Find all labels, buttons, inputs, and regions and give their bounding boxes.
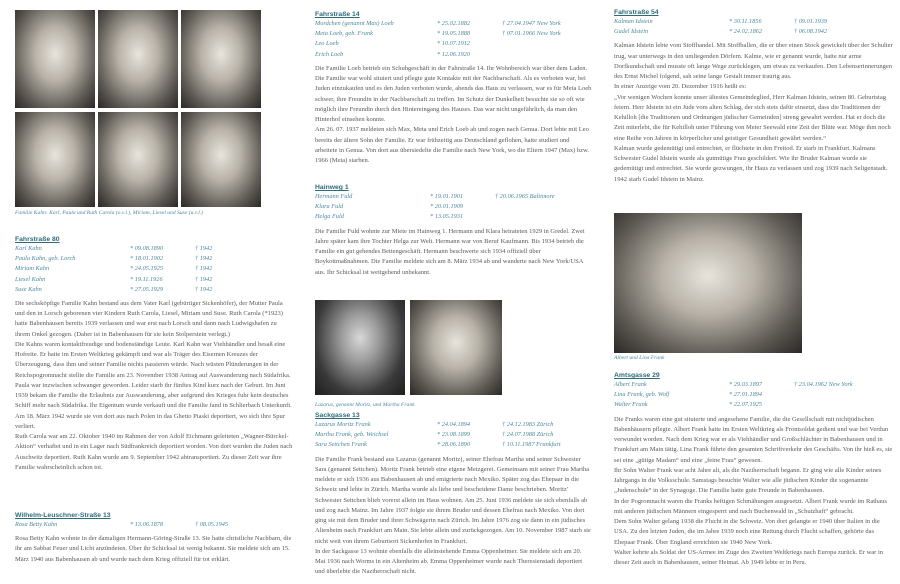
person-name: Paula Kahn, geb. Lorch — [15, 255, 76, 263]
person-row — [315, 430, 593, 440]
photo-lazarus-frank — [315, 300, 405, 395]
photo-martha-frank — [410, 300, 502, 395]
address-heading: Amtsgasse 29 — [614, 372, 660, 379]
person-name: Kalman Idstein — [614, 18, 653, 25]
person-born: * 13.05.1931 — [430, 213, 464, 221]
person-row — [315, 29, 593, 39]
address-heading: Fahrstraße 80 — [15, 236, 60, 243]
person-died: † 23.04.1962 New York — [794, 381, 853, 388]
body-paragraph: Kalman wurde gedemütigt und entrechtet, er flüchtete in den Freitod. Er starb in Frankfurt. Kalmans Schwester Gudel Idstein wurde als gutmütige Frau geschildert. Wie ihr Bruder Kalman wurde sie gedemütigt und entrechtet. Sie wurde gezwungen, ihr Haus zu verlassen und zog 1939 nach Seligenstadt. 1942 starb Gudel Idstein in Mainz. — [614, 144, 888, 183]
body-paragraph: In einer Anzeige vom 20. Dezember 1916 heißt es: — [614, 83, 747, 91]
body-paragraph: In der Sackgasse 13 wohnte ebenfalls die alleinstehende Emma Oppenheimer. Sie meldete sich am 20. Mai 1936 nach Worms in ein Altenheim ab. Emma Oppenheimer wurde nach Theresienstadt deportiert und überlebte die Naziherrschaft nicht. — [315, 547, 583, 576]
photo-miriam-kahn — [15, 112, 95, 207]
address-heading: Fahrstraße 54 — [614, 9, 659, 16]
address-heading: Sackgasse 13 — [315, 412, 360, 419]
person-row — [15, 520, 293, 530]
person-died: † 1942 — [195, 275, 213, 283]
person-born: * 27.01.1894 — [729, 391, 763, 399]
person-born: * 29.03.1897 — [729, 381, 763, 388]
body-paragraph: Walter kehrte als Soldat der US-Armee im Zuge des Zweiten Weltkriegs nach Europa zurück. Er war in dieser Zeit auch in Babenhausen, seiner Heimat. Ab 1949 lebte er in Peru. — [614, 548, 884, 567]
body-paragraph: „Vor wenigen Wochen konnte unser ältestes Gemeindeglied, Herr Kalman Idstein, seinen 80. Geburtstag feiern. Herr Idstein ist ein Jude vom alten Schlag, der sich stets dafür einsetzt, dass die Traditionen der Kehilloh [die Traditionen und Ordnungen jüdischer Gemeinden] streng gewahrt werden. Hat er doch die Zeit miterlebt, die für Kehilloh unter Führung von Meier Seewald eine Zeit der Blüte war. Möge ihm noch eine Reihe von Jahren in körperlicher und geistiger Gesundheit gewährt werden.“ — [614, 93, 891, 142]
body-paragraph: Am 26. 07. 1937 meldeten sich Max, Meta und Erich Loeb ab und zogen nach Genua. Dort lebte mit Leo bereits der ältere Sohn der Familie. Er war frühzeitig aus Deutschland geflohen, hatte studiert und arbeitete in Genua. Von dort aus übersiedelte die Familie nach New York, wo die Eltern 1947 (Max) bzw. 1966 (Meta) starben. — [315, 126, 589, 164]
person-born: * 13.06.1878 — [130, 521, 164, 528]
person-name: Martha Frank, geb. Weichsel — [315, 431, 389, 439]
photo-karl-kahn — [15, 10, 95, 108]
person-born: * 23.08.1899 — [437, 431, 471, 439]
photo-caption: Albert und Lina Frank — [614, 355, 665, 361]
person-born: * 19.01.1901 — [430, 193, 464, 200]
body-paragraph: In der Pogromnacht waren die Franks heftigen Schmähungen ausgesetzt. Albert Frank wurde im Rathaus mit anderen jüdischen Männern eingesperrt und nach Buchenwald in „Schutzhaft“ gebracht. — [614, 497, 887, 515]
person-row — [315, 19, 593, 29]
person-born: * 12.06.1920 — [437, 50, 471, 58]
person-name: Meta Loeb, geb. Frank — [315, 30, 373, 38]
address-heading: Hainweg 1 — [315, 184, 349, 191]
person-name: Albert Frank — [614, 381, 647, 388]
person-name: Leo Loeb — [315, 40, 339, 48]
section-fahrstrasse-14 — [315, 11, 593, 166]
body-paragraph: Die Familie Loeb betrieb ein Schuhgeschäft in der Fahrstraße 14. Ihr Wohnbereich war über dem Laden. Die Familie war wohl situiert und pflegte gute Kontakte mit der Nachbarschaft. Als es verboten war, bei Juden einzukaufen und es den Juden verboten wurde, abends das Haus zu verlassen, war es für Meta Loeb schwer, ihre Freundin in der Nachbarschaft zu treffen. Im Schutz der Dunkelheit besuchte sie so oft wie möglich ihre Freundin durch den Hintereingang des Hauses. Das war nicht ungefährlich, da man den Hinterhof einsehen konnte. — [315, 64, 592, 123]
body-paragraph: Die Kahns waren kontaktfreudige und bodenständige Leute. Karl Kahn war Viehhändler und besaß eine Hofreite. Er hatte im Ersten Weltkrieg gekämpft und war als Träger des Eisernen Kreuzes der Überzeugung, dass ihm und seiner Familie nichts passieren würde. Nach wüsten Plünderungen in der Reichspogromnacht stellte die Familie am 23. November 1938 Antrag auf Auswanderung nach Südafrika. Paula war inzwischen schwanger geworden. Leider starb ihr fünftes Kind kurz nach der Geburt. Im Juni 1939 bekam die Familie die Erlaubnis zur Auswanderung, aber aufgrund des Krieges fuhr kein deutsches Schiff mehr nach Südafrika. Ihr Eigentum wurde verkauft und die Familie fand in Schlierbach Unterkunft. Am 18. März 1942 wurde sie von dort aus nach Polen in das Ghetto Piaski deportiert, wo sich ihre Spur verliert. — [15, 340, 292, 430]
section-wilhelm-leuschner-strasse-13 — [15, 512, 293, 565]
body-paragraph: Die sechsköpfige Familie Kahn bestand aus dem Vater Karl (gebürtiger Sickenhöfer), der Mutter Paula und den in Lorsch geborenen vier Kindern Ruth Carola, Liesel, Miriam und Suse. Ruth Carola (*1923) hatte Babenhausen bereits 1939 verlassen und war erst nach Lorsch und dann nach Ludwigshafen zu ihrem Onkel gezogen. (Daher ist in Babenhausen für sie kein Stolperstein verlegt.) — [15, 299, 283, 338]
body-paragraph: Rosa Betty Kahn wohnte in der damaligen Hermann-Göring-Straße 13. Sie hatte christliche Nachbarn, die ihr am Sabbat Feuer und Licht anzündeten. Über ihr Schicksal ist wenig bekannt. Sie meldete sich am 15. März 1940 aus Babenhausen ab und wurde nach dem Krieg offiziell für tot erklärt. — [15, 535, 292, 563]
person-born: * 24.02.1862 — [729, 28, 763, 36]
person-died: † 24.12.1983 Zürich — [502, 421, 554, 428]
person-row — [614, 27, 894, 37]
person-died: † 24.07.1988 Zürich — [502, 431, 554, 439]
body-paragraph: Die Franks waren eine gut situierte und angesehene Familie, die die Gesellschaft mit nichtjüdischen Babenhäusern pflegte. Albert Frank hatte im Ersten Weltkrieg als Frontsoldat gedient und war bei Verdun verwundet worden. Nach dem Krieg war er als Viehhändler und Großschlächter in Babenhausen und in Frankfurt am Main tätig. Lina Frank führte den gesamten Schriftverkehr des Geschäfts. Von ihr hieß es, sie sei eine „gütige Madam“ und eine „feine Frau“ gewesen. — [614, 415, 893, 464]
photo-liesel-kahn — [98, 112, 178, 207]
person-row — [614, 380, 894, 390]
person-born: * 09.08.1890 — [130, 245, 164, 252]
person-row — [315, 420, 593, 430]
person-name: Walter Frank — [614, 401, 648, 409]
address-heading: Fahrstraße 14 — [315, 11, 360, 18]
person-died: † 07.01.1966 New York — [502, 30, 561, 38]
person-name: Mordchen (genannt Max) Loeb — [315, 20, 394, 27]
photo-caption: Lazarus, genannt Moritz, und Martha Frank — [315, 402, 415, 408]
person-died: † 06.08.1942 — [794, 28, 828, 36]
person-name: Suse Kahn — [15, 285, 42, 293]
person-born: * 19.05.1888 — [437, 30, 471, 38]
person-row — [15, 244, 293, 254]
person-name: Helga Fuld — [315, 213, 344, 221]
person-name: Liesel Kahn — [15, 275, 46, 283]
body-paragraph: Ruth Carola war am 22. Oktober 1940 im Rahmen der von Adolf Eichmann geleiteten „Wagner-Bürckel-Aktion“ verhaftet und in ein Lager nach Südfrankreich deportiert worden. Von dort wurden die Juden nach Auschwitz deportiert. Ruth Kahn wurde am 9. September 1942 abtransportiert. Zu dieser Zeit war ihre Familie wahrscheinlich schon tot. — [15, 433, 293, 471]
person-row — [315, 39, 593, 49]
person-row — [315, 440, 593, 450]
person-born: * 30.11.1856 — [729, 18, 762, 25]
person-row — [315, 192, 593, 202]
body-paragraph: Die Familie Frank bestand aus Lazarus (genannt Moritz), seiner Ehefrau Martha und seiner Schwester Sara (genannt Settchen). Moritz Frank betrieb eine eigene Metzgerei. Gemeinsam mit seiner Frau Martha meldete er sich 1936 aus Babenhausen ab und emigrierte nach Mexiko. Später zog das Ehepaar in die Schweiz und lebte in Zürich. Martha wurde als liebe und bescheidene Dame beschrieben. Moritz' Schwester Settchen blieb vorerst allein im Haus wohnen. Am 25. Juni 1936 meldete sie sich ebenfalls ab und zog nach Mainz. Im Jahre 1937 folgte sie ihrem Bruder und dessen Ehefrau nach Mexiko. Von dort ging sie mit dem Bruder und ihrer Schwägerin nach Zürich. Im Jahre 1976 zog sie dann in ein jüdisches Altenheim nach Frankfurt am Main. Sie lebte allein und zurückgezogen. Am 10. November 1987 starb sie nicht weit von ihrem Geburtsort Sickenhofen in Frankfurt. — [315, 455, 591, 545]
photo-paula-kahn — [98, 10, 178, 108]
person-born: * 24.04.1894 — [437, 421, 471, 428]
person-name: Lazarus Moritz Frank — [315, 421, 371, 428]
body-paragraph: Kalman Idstein lebte vom Stoffhandel. Mit Stoffballen, die er über einen Stock gewickelt über der Schulter trug, war unterwegs in den umliegenden Dörfern. Kalme, wie er genannt wurde, hatte nur arme Dorfkundschaft und musste oft lange Wege zurücklegen, um etwas zu verkaufen. Den Lebenserinnerungen des Ernst Michel folgend, sah seine lange Gestalt immer traurig aus. — [614, 42, 893, 81]
person-died: † 27.04.1947 New York — [502, 20, 561, 27]
person-name: Erich Loeb — [315, 50, 344, 58]
person-name: Klara Fuld — [315, 203, 344, 211]
section-fahrstrasse-80 — [15, 236, 293, 473]
person-name: Gudel Idstein — [614, 28, 649, 36]
person-born: * 24.05.1925 — [130, 265, 164, 273]
body-paragraph: Dem Sohn Walter gelang 1938 die Flucht in die Schweiz. Von dort gelangte er 1940 über Italien in die USA. Zu den letzten Juden, die im Jahre 1939 noch eine Rettung durch Flucht schaffen, gehörte das Ehepaar Frank. Über England erreichten sie 1940 New York. — [614, 518, 880, 546]
person-died: † 1942 — [195, 255, 213, 263]
section-amtsgasse-29 — [614, 372, 894, 568]
person-died: † 1942 — [195, 285, 213, 293]
person-born: * 25.02.1882 — [437, 20, 471, 27]
person-died: † 10.11.1987 Frankfurt — [502, 441, 561, 449]
person-name: Rosa Betty Kahn — [15, 521, 58, 528]
person-born: * 20.01.1909 — [430, 203, 464, 211]
person-name: Karl Kahn — [15, 245, 42, 252]
body-paragraph: Ihr Sohn Walter Frank war acht Jahre alt, als die Naziherrschaft begann. Er ging wie alle Kinder seines Jahrgangs in die Volksschule. Samstags besuchte Walter wie alle jüdischen Kinder die sogenannte „Judenschule“ in der Synagoge. Die Familie hatte gute Freunde in Babenhausen. — [614, 466, 882, 495]
person-died: † 1942 — [195, 245, 213, 252]
photo-albert-lina-frank — [614, 213, 802, 353]
person-row — [315, 212, 593, 222]
section-hainweg-1 — [315, 184, 593, 278]
person-row — [614, 390, 894, 400]
person-row — [315, 50, 593, 60]
person-row — [15, 275, 293, 285]
person-died: † 20.06.1965 Baltimore — [495, 193, 555, 200]
section-sackgasse-13 — [315, 412, 593, 578]
person-born: * 10.07.1912 — [437, 40, 471, 48]
person-died: † 1942 — [195, 265, 213, 273]
person-born: * 27.05.1929 — [130, 285, 164, 293]
person-name: Lina Frank, geb. Wolf — [614, 391, 670, 399]
person-name: Hermann Fuld — [315, 193, 353, 200]
person-died: † 08.05.1945 — [195, 521, 229, 528]
person-born: * 28.06.1890 — [437, 441, 471, 449]
person-row — [614, 400, 894, 410]
person-row — [15, 285, 293, 295]
person-born: * 19.11.1926 — [130, 275, 163, 283]
photo-suse-kahn — [181, 112, 261, 207]
person-name: Sara Settchen Frank — [315, 441, 367, 449]
section-fahrstrasse-54 — [614, 9, 894, 185]
person-born: * 18.01.1902 — [130, 255, 164, 263]
person-row — [614, 17, 894, 27]
photo-caption: Familie Kahn: Karl, Paula und Ruth Carola (o.v.l.), Miriam, Liesel und Suse (u.v.l.) — [15, 210, 204, 216]
photo-ruth-carola-kahn — [181, 10, 261, 108]
person-name: Miriam Kahn — [15, 265, 50, 273]
person-row — [15, 264, 293, 274]
person-row — [315, 202, 593, 212]
person-born: * 22.07.1925 — [729, 401, 763, 409]
body-paragraph: Die Familie Fuld wohnte zur Miete im Hainweg 1. Hermann und Klara heirateten 1929 in Gredel. Zwei Jahre später kam ihre Tochter Helga zur Welt. Hermann war von Beruf Kaufmann. Bis 1934 betrieb die Familie ein gut gehendes Bettengeschäft. Hermann beschwerte sich 1934 offiziell über Boykottmaßnahmen. Die Familie meldete sich am 8. März 1934 ab und wanderte nach New York/USA aus. Ihr Schicksal ist weitgehend unbekannt. — [315, 227, 585, 276]
person-row — [15, 254, 293, 264]
address-heading: Wilhelm-Leuschner-Straße 13 — [15, 512, 111, 519]
person-died: † 09.01.1939 — [794, 18, 828, 25]
